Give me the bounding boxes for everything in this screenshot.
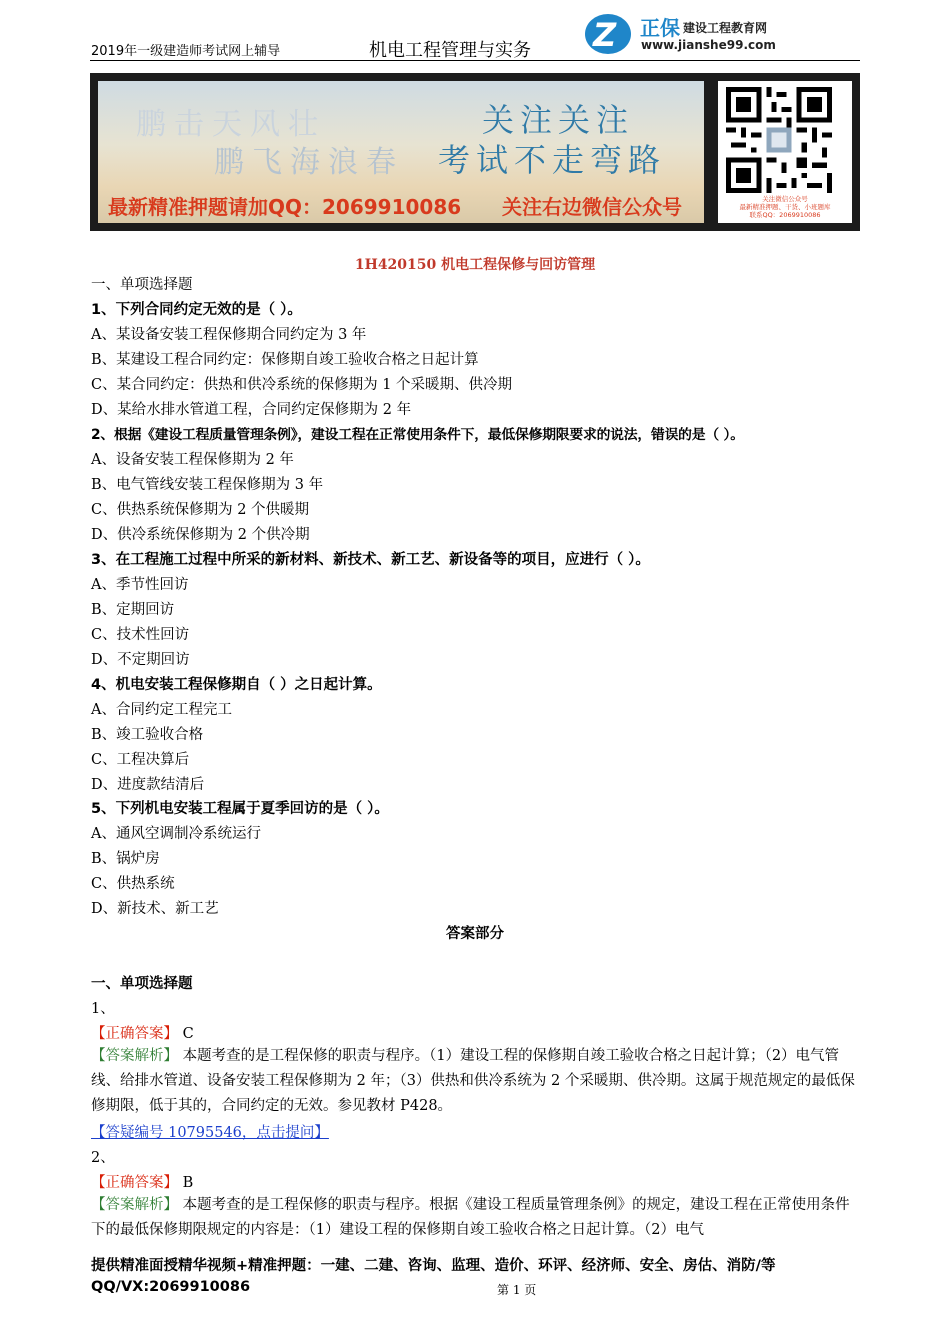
correct-answer-value: B [178,1175,194,1191]
answer-number: 2、 [91,1150,115,1166]
question-option: B、某建设工程合同约定：保修期自竣工验收合格之日起计算 [91,352,479,368]
ask-question-link[interactable]: 【答疑编号 10795546，点击提问】 [91,1125,329,1141]
answers-heading: 一、单项选择题 [91,976,193,992]
logo-url: www.jianshe99.com [641,38,776,52]
analysis-text: 本题考查的是工程保修的职责与程序。根据《建设工程质量管理条例》的规定，建设工程在正常使用条件下的最低保修期限规定的内容是：（1）建设工程的保修期自竣工验收合格之日起计算。（2）电气 [91,1197,850,1238]
qr-code-icon [726,87,832,193]
question-option: A、设备安装工程保修期为 2 年 [91,452,294,468]
correct-answer-label: 【正确答案】 [91,1026,178,1042]
banner-image [98,81,704,223]
analysis-text: 本题考查的是工程保修的职责与程序。（1）建设工程的保修期自竣工验收合格之日起计算；（2）电气管线、给排水管道、设备安装工程保修期为 2 年；（3）供热和供冷系统为 2 个采暖期、供冷期。这属于规范规定的最低保修期限，低于其的，合同约定的无效。参见教材 P428。 [91,1048,855,1114]
banner-slogan-4: 考试不走弯路 [438,141,667,179]
question-stem: 5、下列机电安装工程属于夏季回访的是（ ）。 [91,801,389,817]
banner-qq-text: 最新精准押题请加QQ：2069910086 [108,195,462,219]
correct-answer-row [91,1025,194,1043]
question-option: C、供热系统保修期为 2 个供暖期 [91,502,310,518]
question-option: B、定期回访 [91,602,175,618]
banner-slogan-2: 鹏飞海浪春 [214,145,404,180]
question-option: A、某设备安装工程保修期合同约定为 3 年 [91,327,367,343]
banner-slogan-3: 关注关注 [482,101,635,139]
footer-contact: QQ/VX:2069910086 [91,1279,251,1295]
footer-promo: 提供精准面授精华视频+精准押题：一建、二建、咨询、监理、造价、环评、经济师、安全、房估、消防/等 [91,1258,776,1274]
question-option: A、通风空调制冷系统运行 [91,826,261,842]
banner-slogan-1: 鹏击天风壮 [136,107,326,142]
question-option: D、某给水排水管道工程，合同约定保修期为 2 年 [91,402,412,418]
question-option: C、供热系统 [91,876,175,892]
correct-answer-value: C [178,1026,194,1042]
answer-analysis [91,1193,861,1243]
answer-number: 1、 [91,1001,115,1017]
part-heading: 一、单项选择题 [91,277,193,293]
question-option: C、技术性回访 [91,627,190,643]
question-option: C、某合同约定：供热和供冷系统的保修期为 1 个采暖期、供冷期 [91,377,513,393]
question-option: D、进度款结清后 [91,777,205,793]
question-option: D、不定期回访 [91,652,190,668]
question-option: A、合同约定工程完工 [91,702,232,718]
logo-name: 正保 [640,16,680,40]
question-stem: 3、在工程施工过程中所采的新材料、新技术、新工艺、新设备等的项目，应进行（ ）。 [91,552,650,568]
banner-wechat-text: 关注右边微信公众号 [502,195,682,219]
site-logo[interactable] [585,10,865,56]
question-option: D、新技术、新工艺 [91,901,219,917]
qr-code-panel[interactable] [718,81,852,223]
section-title: 1H420150 机电工程保修与回访管理 [354,257,596,273]
promo-banner[interactable] [90,73,860,231]
question-option: D、供冷系统保修期为 2 个供冷期 [91,527,310,543]
logo-subtitle: 建设工程教育网 [683,21,768,35]
question-stem: 4、机电安装工程保修期自（ ）之日起计算。 [91,677,382,693]
answers-title: 答案部分 [446,926,504,942]
question-option: B、电气管线安装工程保修期为 3 年 [91,477,324,493]
answer-analysis [91,1044,861,1119]
question-stem: 2、根据《建设工程质量管理条例》，建设工程在正常使用条件下，最低保修期限要求的说法，错误的是（ ）。 [91,427,744,443]
qr-caption: 关注微信公众号 最新精准押题、干货、小班题库 联系QQ：2069910086 [739,195,831,219]
question-option: C、工程决算后 [91,752,190,768]
question-stem: 1、下列合同约定无效的是（ ）。 [91,302,302,318]
correct-answer-label: 【正确答案】 [91,1175,178,1191]
page-number: 第 1 页 [497,1283,537,1297]
analysis-label: 【答案解析】 [91,1197,178,1213]
header-title: 机电工程管理与实务 [369,40,531,61]
header-left-text: 2019年一级建造师考试网上辅导 [91,44,281,59]
header-divider [90,60,860,61]
analysis-label: 【答案解析】 [91,1048,178,1064]
correct-answer-row [91,1174,193,1192]
question-option: B、锅炉房 [91,851,160,867]
question-option: B、竣工验收合格 [91,727,204,743]
logo-z-icon: Z [585,14,631,54]
question-option: A、季节性回访 [91,577,189,593]
